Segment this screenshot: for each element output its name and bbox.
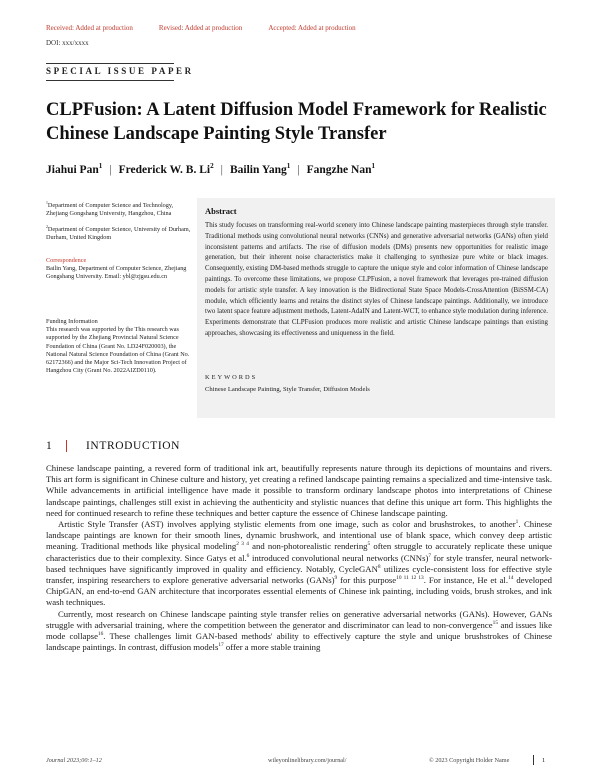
affiliation-text: Department of Computer Science, University of Durham, Durham, United Kingdom [46,226,191,242]
body-paragraph [46,609,552,654]
footer-divider [533,755,534,765]
revised-date: Revised: Added at production [158,24,243,32]
citation-ref[interactable]: 17 [218,642,224,649]
correspondence [46,257,196,282]
citation-ref[interactable]: 10 11 12 13 [396,575,424,582]
text-run: for this purpose [337,575,397,586]
funding-text: This research was supported by the This research was supported by the Zhejiang Provincial Natural Science Foundation of China (Grant No. LD24F020003), the National Natural Science Foundation of China (Grant No. 62172366) and the Major Sci-Tech Innovation Project of Hangzhou City (Grant No. 2022AIZD0110). [46,326,190,375]
citation-ref[interactable]: 15 [492,619,498,626]
correspondence-text: Bailin Yang, Department of Computer Science, Zhejiang Gongshang University. Email: ybl@zjgsu.edu.cn [46,265,187,281]
footer-url[interactable]: wileyonlinelibrary.com/journal/ [268,757,347,764]
affiliation-number: 2 [46,224,48,229]
author-name: Fangzhe Nan [306,164,372,176]
text-run: and issues like mode collapse [46,619,553,642]
author-affiliation-mark: 1 [371,162,376,171]
text-run: Currently, most research on Chinese landscape painting style transfer relies on generative adversarial networks (GANs). However, GANs struggle with adversarial training, where the competition between the generator and discriminator can lead to non-convergence [46,608,552,630]
affiliation-1 [46,202,196,218]
footer-copyright: © 2023 Copyright Holder Name [429,757,510,764]
article-type-rule-bottom [46,80,174,81]
keywords-text: Chinese Landscape Painting, Style Transfer, Diffusion Models [205,386,370,393]
affiliation-text: Department of Computer Science and Technology, Zhejiang Gongshang University, Hangzhou, China [46,202,174,218]
abstract-text: This study focuses on transforming real-world scenery into Chinese landscape painting masterpieces through style transfer. Traditional methods using convolutional neural networks (CNNs) and generative adversarial networks (GANs) often yield inconsistent patterns and artifacts. The rise of diffusion models (DMs) presents new opportunities for realistic image generation, but their inherent noise characteristics make it challenging to synthesize pure white or black images. Consequently, existing DM-based methods struggle to capture the unique style and color information of Chinese landscape paintings. To overcome these limitations, we propose CLPFusion, a novel framework that leverages pre-trained diffusion models for artistic style transfer. A key innovation is the Bidirectional State Space Models-CrossAttention (BiSSM-CA) module, which efficiently learns and retains the distinct styles of Chinese landscape paintings. Additionally, we introduce two latent space feature adjustment methods, Latent-AdaIN and Latent-WCT, to enhance style modulation during inference. Experiments demonstrate that CLPFusion produces more realistic and artistic Chinese landscape paintings than existing approaches, showcasing its effectiveness and uniqueness in the field. [205,222,548,337]
funding-heading: Funding Information [46,318,98,325]
citation-ref[interactable]: 16 [97,631,104,638]
text-run: offer a more stable training [223,642,321,653]
text-run: and non-photorealistic rendering [248,541,368,552]
production-status-line [46,24,356,32]
citation-ref[interactable]: 6 [246,552,250,559]
author-affiliation-mark: 2 [210,162,214,171]
citation-ref[interactable]: 1 [515,519,519,526]
text-run: for style transfer, neural network-based techniques have significantly improved in quality and efficiency. Notably, CycleGAN [46,552,552,574]
funding-information [46,318,196,375]
abstract-heading: Abstract [205,206,237,216]
citation-ref[interactable]: 7 [428,552,432,559]
text-run: Artistic Style Transfer (AST) involves applying stylistic elements from one image, such as color and brushstrokes, to another [58,519,516,530]
accepted-date: Accepted: Added at production [268,24,356,32]
citation-ref[interactable]: 9 [334,575,338,582]
citation-ref[interactable]: 5 [367,541,371,548]
author-affiliation-mark: 1 [98,162,103,171]
citation-ref[interactable]: 8 [377,563,381,570]
text-run: developed ChipGAN, an end-to-end GAN architecture that incorporates essential elements of Chinese ink painting, including voids, brush strokes, and ink wash techniques. [46,575,553,608]
article-type: SPECIAL ISSUE PAPER [46,66,194,76]
text-run: often struggle to accurately replicate these unique characteristics due to their complexity. Since Gatys et al. [46,541,552,563]
body-paragraph [46,519,552,609]
body-paragraph: Chinese landscape painting, a revered form of traditional ink art, beautifully represents nature through its depictions of mountains and rivers. This art form is significant in Chinese culture and history, yet creating a refined landscape painting remains a specialized and time-intensive task. While advancements in artificial intelligence have made it possible to transform ordinary landscape photos into interpretations of Chinese landscape paintings, challenges still exist in achieving the authenticity and stylistic nuances that define this unique art form. This highlights the need for continued research to refine these techniques and better capture the essence of Chinese landscape painting. [46,463,552,518]
affiliation-2 [46,226,196,242]
body-text [46,463,552,653]
affiliation-number: 1 [46,200,48,205]
section-divider [66,440,67,452]
paper-title: CLPFusion: A Latent Diffusion Model Framework for Realistic Chinese Landscape Painting Style Transfer [46,100,547,144]
author-name: Jiahui Pan [46,164,99,176]
page-number: 1 [542,757,546,764]
article-type-rule-top [46,63,174,64]
section-number: 1 [46,440,52,452]
citation-ref[interactable]: 2 3 4 [236,541,249,548]
text-run: introduced convolutional neural networks (CNNs) [249,552,429,563]
author-affiliation-mark: 1 [286,162,291,171]
author-name: Frederick W. B. Li [118,164,211,176]
author-list: Jiahui Pan$^1$ | Frederick W. B. Li$^2$ | Bailin Yang$^1$ | Fangzhe Nan$^1$ [46,162,376,176]
section-title: INTRODUCTION [86,440,181,452]
text-run: . These challenges limit GAN-based methods' ability to effectively capture the style and unique brushstrokes of Chinese landscape paintings. In contrast, diffusion models [46,631,552,653]
doi: DOI: xxx/xxxx [46,39,89,47]
footer-journal: Journal 2023;00:1–12 [46,757,102,764]
text-run: . For instance, He et al. [423,575,509,586]
text-run: utilizes cycle-consistent loss for effective style transfer, inspiring researchers to explore generative adversarial networks (GANs) [46,563,552,586]
received-date: Received: Added at production [46,24,133,32]
correspondence-heading: Correspondence [46,257,87,264]
keywords-heading: KEYWORDS [205,374,258,381]
text-run: . Chinese landscape paintings are known for their smooth lines, dynamic brushwork, and intentional use of blank space, which convey deep artistic meaning. Traditional methods like physical modeling [46,519,552,552]
author-name: Bailin Yang [229,164,287,176]
citation-ref[interactable]: 14 [508,575,514,582]
